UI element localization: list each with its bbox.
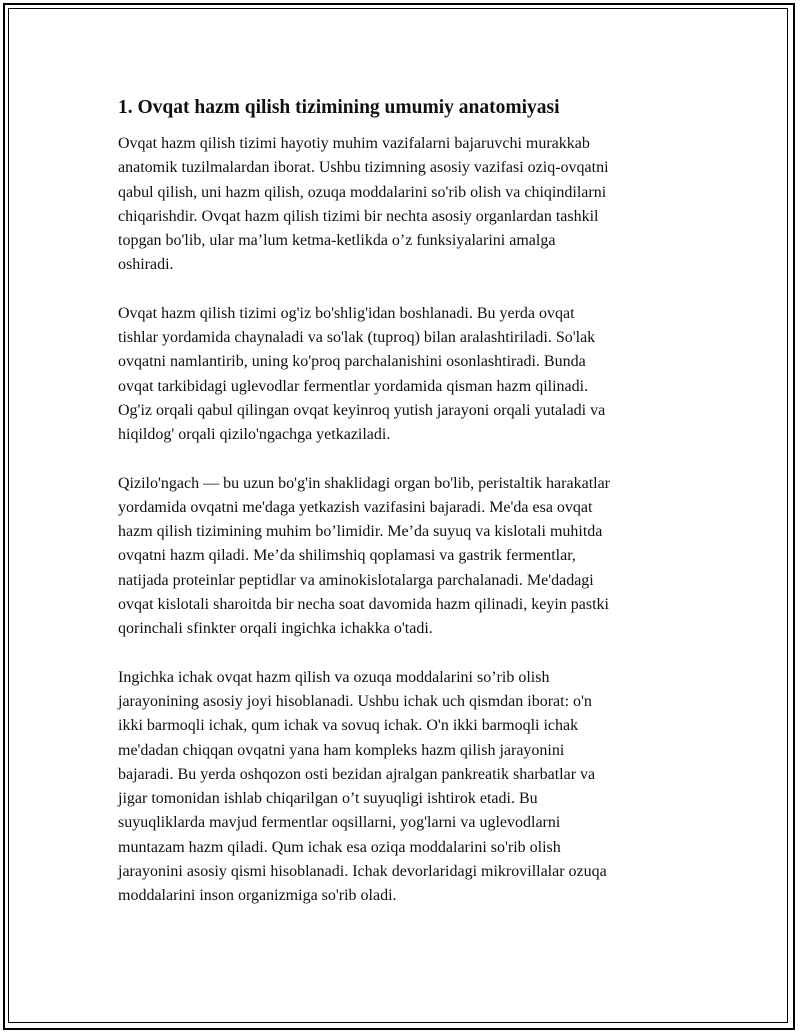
paragraph-1 xyxy=(118,132,688,278)
paragraph-line: chiqarishdir. Ovqat hazm qilish tizimi bir nechta asosiy organlardan tashkil xyxy=(118,207,599,225)
paragraph-line: jarayonini asosiy qismi hisoblanadi. Ichak devorlaridagi mikrovillalar ozuqa xyxy=(118,863,607,881)
paragraph-line: Og'iz orqali qabul qilingan ovqat keyinroq yutish jarayoni orqali yutaladi va xyxy=(118,401,606,419)
paragraph-2 xyxy=(118,302,688,448)
paragraph-line: oshiradi. xyxy=(118,256,174,274)
paragraph-line: natijada proteinlar peptidlar va aminokislotalarga parchalanadi. Me'dadagi xyxy=(118,571,594,589)
paragraph-3 xyxy=(118,472,688,642)
paragraph-line: ovqat kislotali sharoitda bir necha soat davomida hazm qilinadi, keyin pastki xyxy=(118,596,609,614)
paragraph-line: suyuqliklarda mavjud fermentlar oqsillarni, yog'larni va uglevodlarni xyxy=(118,814,561,832)
paragraph-line: ovqatni namlantirib, uning ko'proq parchalanishini osonlashtiradi. Bunda xyxy=(118,353,586,371)
paragraph-line: me'dadan chiqqan ovqatni yana ham kompleks hazm qilish jarayonini xyxy=(118,741,565,759)
paragraph-line: jarayonining asosiy joyi hisoblanadi. Ushbu ichak uch qismdan iborat: o'n xyxy=(118,692,592,710)
section-heading: 1. Ovqat hazm qilish tizimining umumiy anatomiyasi xyxy=(118,97,560,118)
paragraph-line: hiqildog' orqali qizilo'ngachga yetkaziladi. xyxy=(118,426,391,444)
paragraph-line: yordamida ovqatni me'daga yetkazish vazifasini bajaradi. Me'da esa ovqat xyxy=(118,498,593,516)
paragraph-4 xyxy=(118,666,688,909)
paragraph-line: Ingichka ichak ovqat hazm qilish va ozuqa moddalarini so’rib olish xyxy=(118,668,550,686)
paragraph-line: qorinchali sfinkter orqali ingichka ichakka o'tadi. xyxy=(118,620,433,638)
paragraph-line: qabul qilish, uni hazm qilish, ozuqa moddalarini so'rib olish va chiqindilarni xyxy=(118,183,607,201)
paragraph-line: ovqat tarkibidagi uglevodlar fermentlar yordamida qisman hazm qilinadi. xyxy=(118,377,589,395)
paragraph-line: ovqatni hazm qiladi. Me’da shilimshiq qoplamasi va gastrik fermentlar, xyxy=(118,547,576,565)
paragraph-line: hazm qilish tizimining muhim bo’limidir. Me’da suyuq va kislotali muhitda xyxy=(118,523,603,541)
document-content xyxy=(118,96,688,933)
paragraph-line: jigar tomonidan ishlab chiqarilgan o’t suyuqligi ishtirok etadi. Bu xyxy=(118,790,538,808)
paragraph-line: tishlar yordamida chaynaladi va so'lak (tuproq) bilan aralashtiriladi. So'lak xyxy=(118,329,596,347)
paragraph-line: Ovqat hazm qilish tizimi hayotiy muhim vazifalarni bajaruvchi murakkab xyxy=(118,135,590,152)
paragraph-line: Qizilo'ngach — bu uzun bo'g'in shaklidagi organ bo'lib, peristaltik harakatlar xyxy=(118,474,611,492)
paragraph-line: topgan bo'lib, ular ma’lum ketma-ketlikda o’z funksiyalarini amalga xyxy=(118,232,556,250)
paragraph-line: Ovqat hazm qilish tizimi og'iz bo'shlig'idan boshlanadi. Bu yerda ovqat xyxy=(118,304,575,322)
paragraph-line: ikki barmoqli ichak, qum ichak va sovuq ichak. O'n ikki barmoqli ichak xyxy=(118,717,579,735)
paragraph-line: muntazam hazm qiladi. Qum ichak esa oziqa moddalarini so'rib olish xyxy=(118,838,561,856)
paragraph-line: anatomik tuzilmalardan iborat. Ushbu tizimning asosiy vazifasi oziq-ovqatni xyxy=(118,159,609,177)
paragraph-line: moddalarini inson organizmiga so'rib oladi. xyxy=(118,887,397,905)
paragraph-line: bajaradi. Bu yerda oshqozon osti bezidan ajralgan pankreatik sharbatlar va xyxy=(118,765,596,783)
